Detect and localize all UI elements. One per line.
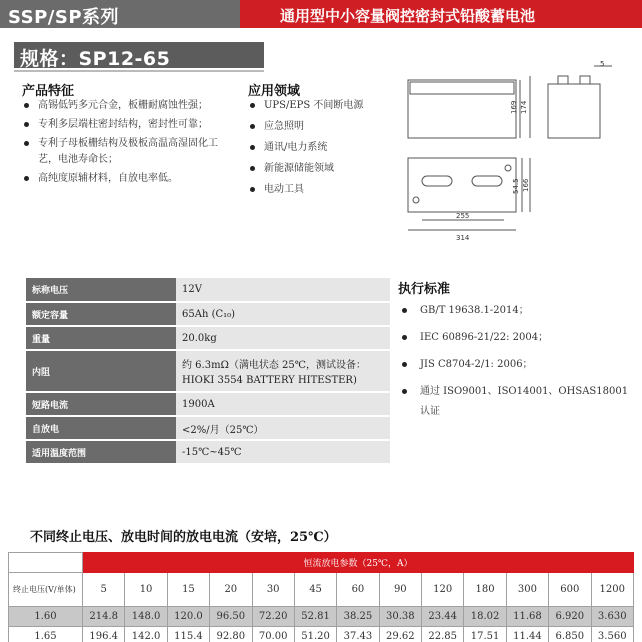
table-cell: 23.44 [422, 607, 464, 627]
table-cell: 120.0 [167, 607, 209, 627]
table-row [9, 553, 634, 573]
handle [472, 176, 502, 186]
features-title: 产品特征 [22, 84, 75, 99]
spec-key: 适用温度范围 [26, 440, 176, 464]
dim-label: 169 [510, 100, 518, 114]
product-type-banner [240, 0, 642, 28]
column-header: 15 [167, 573, 209, 607]
list-item: IEC 60896-21/22: 2004； [398, 331, 638, 345]
spec-value: 65Ah (C₁₀) [176, 302, 390, 326]
list-item: 应急照明 [248, 119, 398, 135]
discharge-title: 不同终止电压、放电时间的放电电流（安培，25℃） [30, 530, 337, 545]
table-cell: 38.25 [337, 607, 379, 627]
spec-key: 短路电流 [26, 392, 176, 416]
list-item: 高纯度原辅材料，自放电率低。 [22, 171, 232, 187]
table-cell: 52.81 [294, 607, 336, 627]
column-header: 5 [83, 573, 125, 607]
column-header: 180 [464, 573, 506, 607]
spec-key: 标称电压 [26, 278, 176, 302]
spec-value: 1900A [176, 392, 390, 416]
table-cell: 92.80 [210, 627, 252, 642]
list-item: 专利子母板栅结构及极板高温高湿固化工艺，电池寿命长； [22, 136, 232, 168]
list-item: GB/T 19638.1-2014； [398, 304, 638, 318]
spec-value [176, 350, 390, 392]
table-cell: 148.0 [125, 607, 167, 627]
spec-key: 内阻 [26, 350, 176, 392]
list-item: 新能源储能领域 [248, 161, 398, 177]
table-row [26, 278, 390, 302]
spec-key: 额定容量 [26, 302, 176, 326]
battery-dimension-drawing [398, 60, 642, 246]
table-cell: 96.50 [210, 607, 252, 627]
table-cell: 51.20 [294, 627, 336, 642]
table-cell: 37.43 [337, 627, 379, 642]
table-row [26, 392, 390, 416]
table-cell: 196.4 [83, 627, 125, 642]
standards-title: 执行标准 [398, 282, 451, 297]
series-title: SSP/SP系列 [8, 7, 120, 28]
spec-value: 12V [176, 278, 390, 302]
spec-title: 规格：SP12-65 [20, 48, 171, 70]
dim-label: 255 [456, 212, 470, 220]
list-item: 高锡低钙多元合金，板栅耐腐蚀性强； [22, 98, 232, 114]
column-header: 300 [506, 573, 548, 607]
column-header: 1200 [591, 573, 634, 607]
discharge-table [8, 552, 634, 642]
column-header: 30 [252, 573, 294, 607]
table-cell: 70.00 [252, 627, 294, 642]
terminal [505, 165, 511, 171]
column-header: 终止电压(V/单体) [9, 573, 83, 607]
dim-label: 174 [520, 100, 528, 114]
spec-key: 自放电 [26, 416, 176, 440]
terminal [558, 76, 568, 84]
dim-label: 54.5 [512, 178, 520, 194]
table-row [26, 302, 390, 326]
column-header: 600 [549, 573, 591, 607]
column-header: 60 [337, 573, 379, 607]
table-cell: 142.0 [125, 627, 167, 642]
spec-value-line: 约 6.3mΩ（满电状态 25℃，测试设备： [182, 360, 366, 371]
table-cell: 1.65 [9, 627, 83, 642]
table-cell: 22.85 [422, 627, 464, 642]
column-header: 90 [379, 573, 421, 607]
column-header: 10 [125, 573, 167, 607]
dim-label: 314 [456, 234, 470, 242]
applications-list [248, 98, 398, 203]
table-cell: 29.62 [379, 627, 421, 642]
table-row [26, 326, 390, 350]
spec-value: <2%/月（25℃） [176, 416, 390, 440]
spec-value: 20.0kg [176, 326, 390, 350]
features-list [22, 98, 232, 190]
table-cell [9, 553, 83, 573]
spec-table [26, 278, 390, 465]
table-cell: 11.68 [506, 607, 548, 627]
table-row [26, 350, 390, 392]
side-view-body [548, 84, 600, 138]
table-cell: 30.38 [379, 607, 421, 627]
divider [14, 70, 264, 72]
header-bar [0, 0, 642, 28]
table-row [9, 607, 634, 627]
terminal [580, 76, 590, 84]
spec-value-line: HIOKI 3554 BATTERY HITESTER) [182, 375, 357, 386]
table-cell: 11.44 [506, 627, 548, 642]
column-header: 20 [210, 573, 252, 607]
product-type-title: 通用型中小容量阀控密封式铅酸蓄电池 [280, 7, 536, 25]
table-cell: 6.850 [549, 627, 591, 642]
spec-value: -15℃~45℃ [176, 440, 390, 464]
table-header-row [9, 573, 634, 607]
table-cell: 6.920 [549, 607, 591, 627]
table-cell: 18.02 [464, 607, 506, 627]
terminal [413, 197, 419, 203]
handle [422, 176, 452, 186]
table-row [9, 627, 634, 642]
table-cell: 1.60 [9, 607, 83, 627]
table-cell: 214.8 [83, 607, 125, 627]
front-view-lid [410, 82, 514, 94]
table-cell: 115.4 [167, 627, 209, 642]
spec-title-bar [14, 42, 264, 68]
list-item-line: 通过 ISO9001、ISO14001、OHSAS18001 [420, 386, 629, 397]
list-item: 专利多层端柱密封结构，密封性可靠； [22, 117, 232, 133]
list-item: 通讯/电力系统 [248, 140, 398, 156]
standards-list [398, 304, 638, 432]
list-item-line: 认证 [420, 406, 440, 417]
list-item: 电动工具 [248, 182, 398, 198]
list-item: UPS/EPS 不间断电源 [248, 98, 398, 114]
table-cell: 3.630 [591, 607, 634, 627]
list-item: JIS C8704-2/1: 2006； [398, 358, 638, 372]
dim-label: 166 [522, 178, 530, 192]
column-header: 120 [422, 573, 464, 607]
table-cell: 17.51 [464, 627, 506, 642]
list-item [398, 385, 638, 419]
table-row [26, 440, 390, 464]
table-row [26, 416, 390, 440]
table-cell: 72.20 [252, 607, 294, 627]
table-cell: 3.560 [591, 627, 634, 642]
applications-title: 应用领域 [248, 84, 301, 99]
band-label: 恒流放电参数（25℃，A） [83, 553, 634, 573]
dim-label: 5 [600, 60, 605, 68]
front-view-body [408, 80, 516, 138]
spec-key: 重量 [26, 326, 176, 350]
column-header: 45 [294, 573, 336, 607]
